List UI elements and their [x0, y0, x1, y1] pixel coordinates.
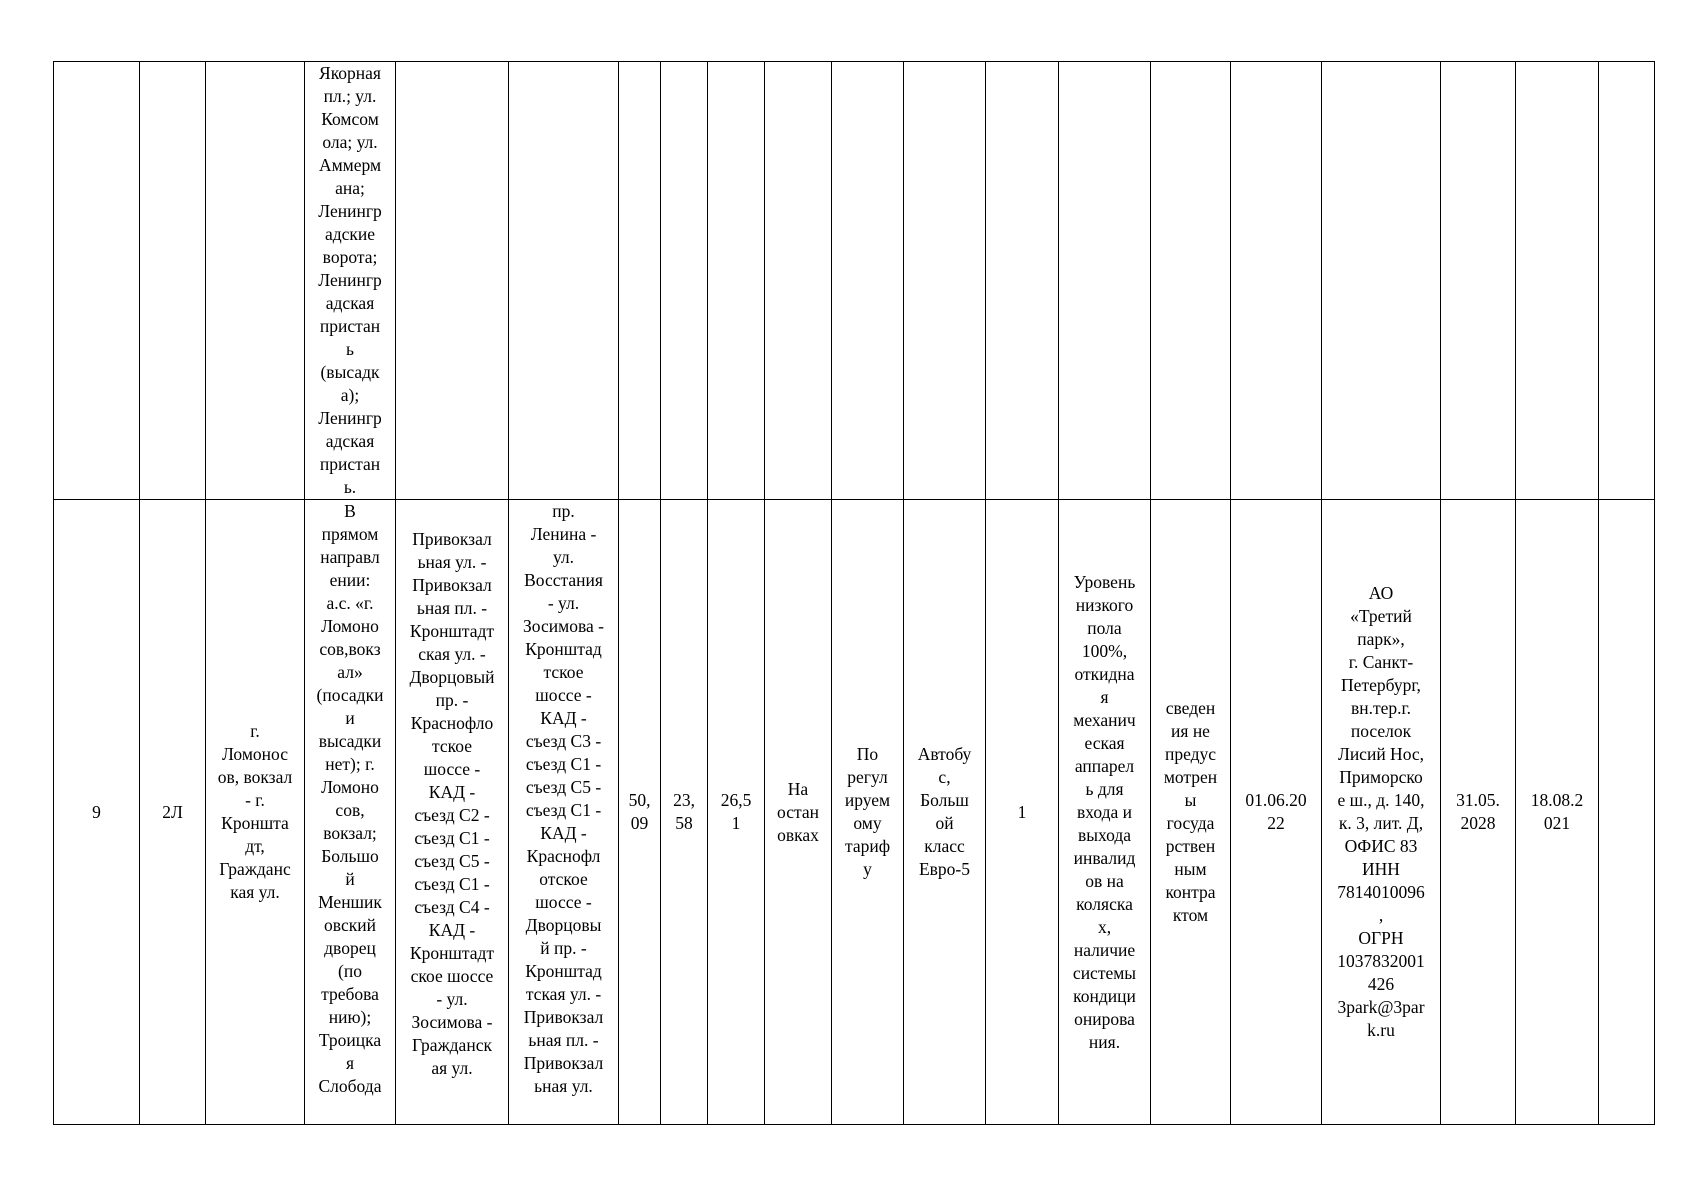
cell-decision-date — [1516, 62, 1599, 500]
cell-note — [1599, 62, 1655, 500]
cell-carrier: АО «Третий парк», г. Санкт- Петербург, вн.тер.г. поселок Лисий Нос, Приморско е ш., д. 140, к. 3, лит. Д, ОФИС 83 ИНН 7814010096 , ОГРН 1037832001 426 3park@3par k.ru — [1322, 500, 1441, 1125]
cell-route-code — [140, 62, 206, 500]
cell-length-backward: 23, 58 — [661, 500, 708, 1125]
cell-route-code: 2Л — [140, 500, 206, 1125]
cell-end-date — [1441, 62, 1516, 500]
cell-length-backward — [661, 62, 708, 500]
table-row-route — [54, 500, 1655, 1125]
cell-streets-forward — [396, 62, 509, 500]
cell-number — [54, 62, 140, 500]
cell-contract-info: сведен ия не предус мотрен ы госуда рствен ным контра ктом — [1151, 500, 1231, 1125]
cell-tariff — [832, 62, 904, 500]
cell-vehicle — [904, 62, 986, 500]
cell-start-date: 01.06.20 22 — [1231, 500, 1322, 1125]
cell-streets-backward: пр. Ленина - ул. Восстания - ул. Зосимова - Кронштад тское шоссе - КАД - съезд С3 - съезд С1 - съезд С5 - съезд С1 - КАД - Краснофл отское шоссе - Дворцовы й пр. - Кронштад тская ул. - Привокзал ьная пл. - Привокзал ьная ул. — [509, 500, 619, 1125]
cell-vehicle-count — [986, 62, 1059, 500]
cell-carrier — [1322, 62, 1441, 500]
table-row-continuation — [54, 62, 1655, 500]
cell-vehicle-features — [1059, 62, 1151, 500]
cell-stops: В прямом направл ении: а.с. «г. Ломоно сов,вокз ал» (посадки и высадки нет); г. Ломоно сов, вокзал; Большо й Меншик овский дворец (по требова нию); Троицка я Слобода — [305, 500, 396, 1125]
cell-vehicle-features: Уровень низкого пола 100%, откидна я механич еская аппарел ь для входа и выхода инвалид ов на коляска х, наличие системы кондици онирова ния. — [1059, 500, 1151, 1125]
cell-length-forward — [619, 62, 661, 500]
cell-streets-forward: Привокзал ьная ул. - Привокзал ьная пл. - Кронштадт ская ул. - Дворцовый пр. - Краснофло тское шоссе - КАД - съезд С2 - съезд С1 - съезд С5 - съезд С1 - съезд С4 - КАД - Кронштадт ское шоссе - ул. Зосимова - Гражданск ая ул. — [396, 500, 509, 1125]
cell-length-forward: 50, 09 — [619, 500, 661, 1125]
cell-route-name — [206, 62, 305, 500]
route-registry-table — [53, 61, 1655, 1125]
cell-vehicle: Автобу с, Больш ой класс Евро-5 — [904, 500, 986, 1125]
cell-length-total — [708, 62, 765, 500]
cell-contract-info — [1151, 62, 1231, 500]
cell-stops: Якорная пл.; ул. Комсом ола; ул. Аммерм ана; Ленингр адские ворота; Ленингр адская пристан ь (высадк а); Ленингр адская пристан ь. — [305, 62, 396, 500]
cell-route-name: г. Ломонос ов, вокзал - г. Кроншта дт, Гражданс кая ул. — [206, 500, 305, 1125]
cell-boarding-order: На остан овках — [765, 500, 832, 1125]
cell-note — [1599, 500, 1655, 1125]
cell-vehicle-count: 1 — [986, 500, 1059, 1125]
cell-end-date: 31.05. 2028 — [1441, 500, 1516, 1125]
cell-number: 9 — [54, 500, 140, 1125]
cell-length-total: 26,5 1 — [708, 500, 765, 1125]
cell-boarding-order — [765, 62, 832, 500]
cell-start-date — [1231, 62, 1322, 500]
cell-tariff: По регул ируем ому тариф у — [832, 500, 904, 1125]
cell-streets-backward — [509, 62, 619, 500]
cell-decision-date: 18.08.2 021 — [1516, 500, 1599, 1125]
